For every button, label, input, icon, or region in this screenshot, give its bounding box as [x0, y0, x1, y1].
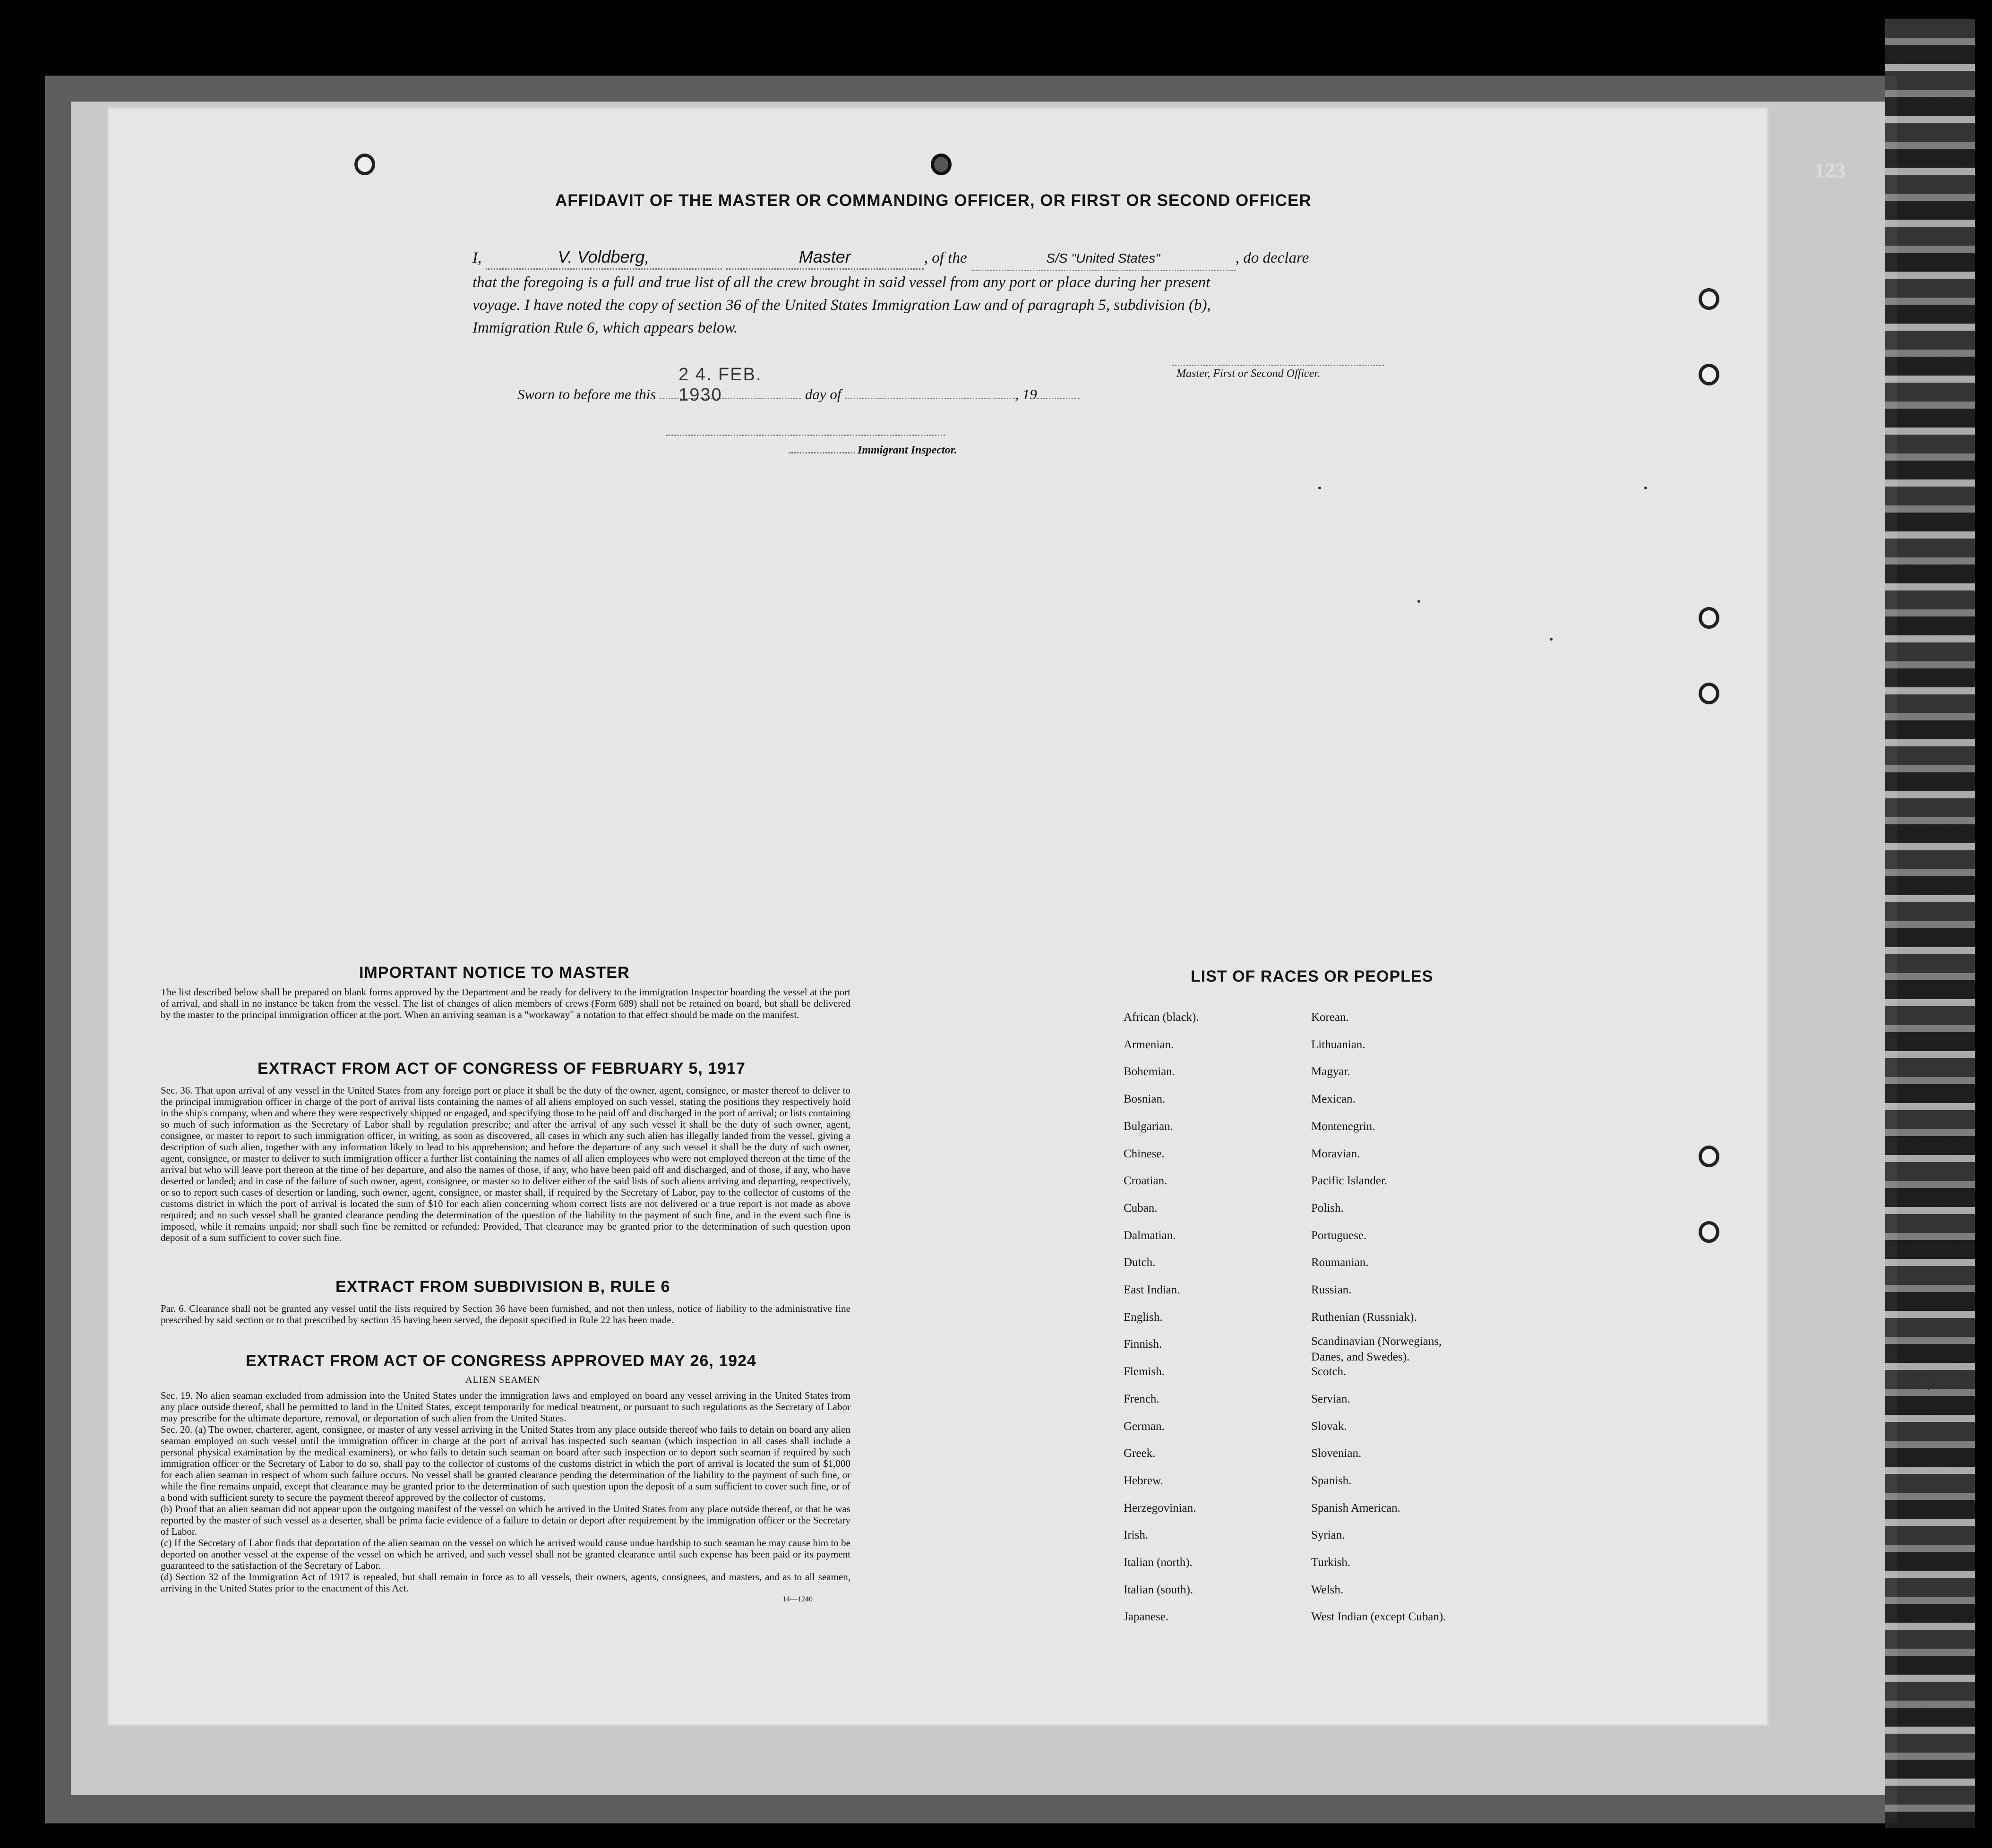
- year-field: [1037, 398, 1080, 399]
- race-item: Polish.: [1311, 1201, 1344, 1215]
- punch-hole: [1699, 1146, 1719, 1167]
- punch-hole: [1699, 607, 1719, 629]
- sworn-text: Sworn to before me this: [517, 386, 656, 402]
- punch-hole: [931, 154, 952, 175]
- race-item: Servian.: [1311, 1392, 1350, 1405]
- race-item: Flemish.: [1124, 1365, 1165, 1378]
- master-rank: Master: [726, 246, 924, 270]
- inspector-line-lower: [789, 452, 855, 453]
- declaration-line-1: [472, 246, 1394, 271]
- race-item: Mexican.: [1311, 1093, 1356, 1106]
- race-item: African (black).: [1124, 1011, 1199, 1024]
- race-item: Croatian.: [1124, 1174, 1168, 1188]
- rule6-title: EXTRACT FROM SUBDIVISION B, RULE 6: [335, 1278, 670, 1296]
- race-item: Bohemian.: [1124, 1065, 1176, 1078]
- declaration: [472, 246, 1394, 339]
- sworn-line: [517, 365, 1080, 405]
- extract-1917-body: Sec. 36. That upon arrival of any vessel in the United States from any foreign port or place it shall be the duty of the owner, agent, consignee, or master thereof to deliver to the principal immigration officer in charge of the port of arrival lists containing the names of all aliens employed on such vessel, stating the positions they respectively hold in the ship's company, when and where they were respectively shipped or engaged, and specifying those to be paid off and discharged in the port of arrival; or lists containing so much of such information as the Secretary of Labor shall by regulation prescribe; and after the arrival of any such vessel it shall be the duty of such owner, agent, consignee, or master to report to such immigration officer, in writing, as soon as discovered, all cases in which any such alien has illegally landed from the vessel, giving a description of such alien, together with any information likely to lead to his apprehension; and before the departure of any such vessel it shall be the duty of such owner, agent, consignee, or master to deliver to such immigration officer a further list containing the names of all alien employees who were not employed thereon at the time of the arrival but who will leave port thereon at the time of her departure, and also the names of those, if any, who have been paid off and discharged, and of those, if any, who have deserted or landed; and in case of the failure of such owner, agent, consignee, or master so to deliver either of the said lists of such aliens arriving and departing, respectively, or so to report such cases of desertion or landing, such owner, agent, consignee, or master shall, if required by the Secretary of Labor, pay to the collector of customs of the customs district in which the port of arrival is located the sum of $10 for each alien concerning whom correct lists are not delivered or a true report is not made as above required; and no such vessel shall be granted clearance pending the determination of the question of the liability to the payment of such fine, and in the event such fine is imposed, while it remains unpaid; nor shall such fine be remitted or refunded: Provided, That clearance may be granted prior to the determination of such question upon deposit of a sum sufficient to cover such fine.: [161, 1085, 850, 1243]
- race-item: Korean.: [1311, 1011, 1349, 1024]
- race-item: Japanese.: [1124, 1610, 1169, 1624]
- race-item: Italian (north).: [1124, 1556, 1193, 1569]
- punch-hole: [1699, 683, 1719, 704]
- race-item: English.: [1124, 1310, 1163, 1324]
- race-item: Greek.: [1124, 1447, 1156, 1460]
- race-item: Chinese.: [1124, 1147, 1165, 1160]
- race-item: Lithuanian.: [1311, 1038, 1365, 1051]
- race-item: Slovak.: [1311, 1420, 1347, 1433]
- date-stamp: 2 4. FEB. 1930: [678, 365, 762, 405]
- punch-hole: [354, 154, 375, 175]
- race-item: Bulgarian.: [1124, 1120, 1173, 1133]
- extract-1924-title: EXTRACT FROM ACT OF CONGRESS APPROVED MAY 26, 1924: [246, 1352, 756, 1370]
- affidavit-title: AFFIDAVIT OF THE MASTER OR COMMANDING OFFICER, OR FIRST OR SECOND OFFICER: [555, 191, 1312, 210]
- race-item: Hebrew.: [1124, 1474, 1163, 1487]
- rule6-body: Par. 6. Clearance shall not be granted any vessel until the lists required by Section 36 have been furnished, and not then unless, notice of liability to the administrative fine prescribed by said section or to that prescribed by section 35 having been served, the deposit specified in Rule 22 has been made.: [161, 1303, 850, 1326]
- extract-1917-title: EXTRACT FROM ACT OF CONGRESS OF FEBRUARY 5, 1917: [258, 1060, 746, 1078]
- page-number: 123: [1814, 159, 1846, 182]
- race-item: East Indian.: [1124, 1283, 1180, 1296]
- punch-hole: [1699, 1221, 1719, 1243]
- sec-20d: (d) Section 32 of the Immigration Act of 1917 is repealed, but shall remain in force as to all vessels, their owners, agents, consignees, and masters, and as to all seamen, arriving in the United States prior to the enactment of this Act.: [161, 1571, 850, 1594]
- race-item: Roumanian.: [1311, 1256, 1369, 1269]
- sec-20c: (c) If the Secretary of Labor finds that deportation of the alien seaman on the vessel on which he arrived would cause undue hardship to such seaman he may cause him to be deported on another vessel at the expense of the vessel on which he arrived, and such vessel shall not be granted clearance until such expense has been paid or its payment guaranteed to the satisfaction of the Secretary of Labor.: [161, 1537, 850, 1571]
- year-prefix: , 19: [1015, 386, 1037, 402]
- race-item: Portuguese.: [1311, 1229, 1367, 1242]
- race-item: Magyar.: [1311, 1065, 1350, 1078]
- race-item: West Indian (except Cuban).: [1311, 1610, 1446, 1624]
- sec-20a: Sec. 20. (a) The owner, charterer, agent, consignee, or master of any vessel arriving in the United States from any place outside thereof who fails to detain on board any alien seaman employed on such vessel until the immigration officer in charge at the port of arrival has inspected such seaman (which inspection in all cases shall include a personal physical examination by the medical examiners), or who fails to detain such seaman on board after such inspection or to deport such seaman if required by such immigration officer or the Secretary of Labor to do so, shall pay to the collector of customs of the customs district in which the port of arrival is located the sum of $1,000 for each alien seaman in respect of whom such failure occurs. No vessel shall be granted clearance pending the determination of the liability to the payment of such fine, or while the fine remains unpaid, except that clearance may be granted prior to the determination of such question upon the deposit of a sum sufficient to cover such fine, or of a bond with sufficient surety to secure the payment thereof approved by the collector of customs.: [161, 1424, 850, 1503]
- form-number: 14—1240: [782, 1595, 813, 1603]
- races-title: LIST OF RACES OR PEOPLES: [1191, 967, 1434, 985]
- race-item: Armenian.: [1124, 1038, 1174, 1051]
- vessel-name: S/S "United States": [971, 247, 1236, 271]
- race-item: Herzegovinian.: [1124, 1501, 1196, 1514]
- race-item: Dutch.: [1124, 1256, 1156, 1269]
- declaration-line-3: voyage. I have noted the copy of section 36 of the United States Immigration Law and of paragraph 5, subdivision (b),: [472, 297, 1211, 314]
- race-item: Moravian.: [1311, 1147, 1360, 1160]
- race-item: Irish.: [1124, 1529, 1149, 1542]
- declaration-line-4: Immigration Rule 6, which appears below.: [472, 319, 738, 336]
- race-item: Scandinavian (Norwegians,: [1311, 1335, 1442, 1348]
- race-item: Dalmatian.: [1124, 1229, 1176, 1242]
- margin-note: us) 9/c.: [1909, 1366, 1976, 1391]
- sworn-date-field: [660, 365, 801, 405]
- punch-hole: [1699, 364, 1719, 385]
- day-of: day of: [805, 386, 841, 402]
- race-item: Pacific Islander.: [1311, 1174, 1388, 1188]
- extract-1924-body: [161, 1390, 850, 1605]
- race-item: German.: [1124, 1420, 1165, 1433]
- race-item: Turkish.: [1311, 1556, 1351, 1569]
- master-label: Master, First or Second Officer.: [1176, 368, 1320, 380]
- master-signature-line: [1172, 365, 1384, 366]
- dot-mark: [1644, 487, 1647, 489]
- race-item: Slovenian.: [1311, 1447, 1362, 1460]
- month-field: [845, 398, 1015, 399]
- sec-20b: (b) Proof that an alien seaman did not appear upon the outgoing manifest of the vessel on which he arrived in the United States from any place outside thereof, or that he was reported by the master of such vessel as a deserter, shall be prima facie evidence of a failure to detain or deport after requirement by the immigration officer or the Secretary of Labor.: [161, 1503, 850, 1537]
- declaration-line-2: that the foregoing is a full and true list of all the crew brought in said vessel from any port or place during her present: [472, 274, 1211, 291]
- of-the: , of the: [924, 249, 967, 266]
- dot-mark: [1318, 487, 1321, 489]
- alien-seamen-subtitle: ALIEN SEAMEN: [465, 1375, 541, 1385]
- race-item-continued: Danes, and Swedes).: [1311, 1351, 1410, 1364]
- race-item: Montenegrin.: [1311, 1120, 1375, 1133]
- inspector-line-upper: [666, 435, 945, 436]
- race-item: Ruthenian (Russniak).: [1311, 1310, 1417, 1324]
- dot-mark: [1417, 600, 1420, 603]
- race-item: Syrian.: [1311, 1529, 1345, 1542]
- race-item: Welsh.: [1311, 1583, 1344, 1596]
- race-item: Russian.: [1311, 1283, 1352, 1296]
- race-item: Bosnian.: [1124, 1093, 1166, 1106]
- inspector-label: Immigrant Inspector.: [858, 444, 957, 456]
- race-item: French.: [1124, 1392, 1159, 1405]
- notice-title: IMPORTANT NOTICE TO MASTER: [359, 964, 630, 982]
- sec-19: Sec. 19. No alien seaman excluded from admission into the United States under the immigration laws and employed on board any vessel arriving in the United States from any place outside thereof, shall be permitted to land in the United States, except temporarily for medical treatment, or pursuant to such regulations as the Secretary of Labor may prescribe for the ultimate departure, removal, or deportation of such alien from the United States.: [161, 1390, 850, 1424]
- race-item: Cuban.: [1124, 1201, 1158, 1215]
- race-item: Scotch.: [1311, 1365, 1347, 1378]
- race-item: Finnish.: [1124, 1338, 1162, 1351]
- race-item: Spanish.: [1311, 1474, 1352, 1487]
- notice-body: The list described below shall be prepared on blank forms approved by the Department and be ready for delivery to the immigration Inspector boarding the vessel at the port of arrival, and shall in no instance be taken from the vessel. The list of changes of alien members of crews (Form 689) shall not be retained on board, but shall be delivered by the master to the principal immigration officer at the port. When an arriving seaman is a "workaway" a notation to that effect should be made on the manifest.: [161, 986, 850, 1020]
- do-declare: , do declare: [1235, 249, 1309, 266]
- film-edge: [1885, 19, 1975, 1828]
- declaration-i: I,: [472, 249, 482, 266]
- punch-hole: [1699, 288, 1719, 310]
- dot-mark: [1550, 638, 1553, 641]
- race-item: Italian (south).: [1124, 1583, 1193, 1596]
- master-name: V. Voldberg,: [486, 246, 722, 270]
- race-item: Spanish American.: [1311, 1501, 1400, 1514]
